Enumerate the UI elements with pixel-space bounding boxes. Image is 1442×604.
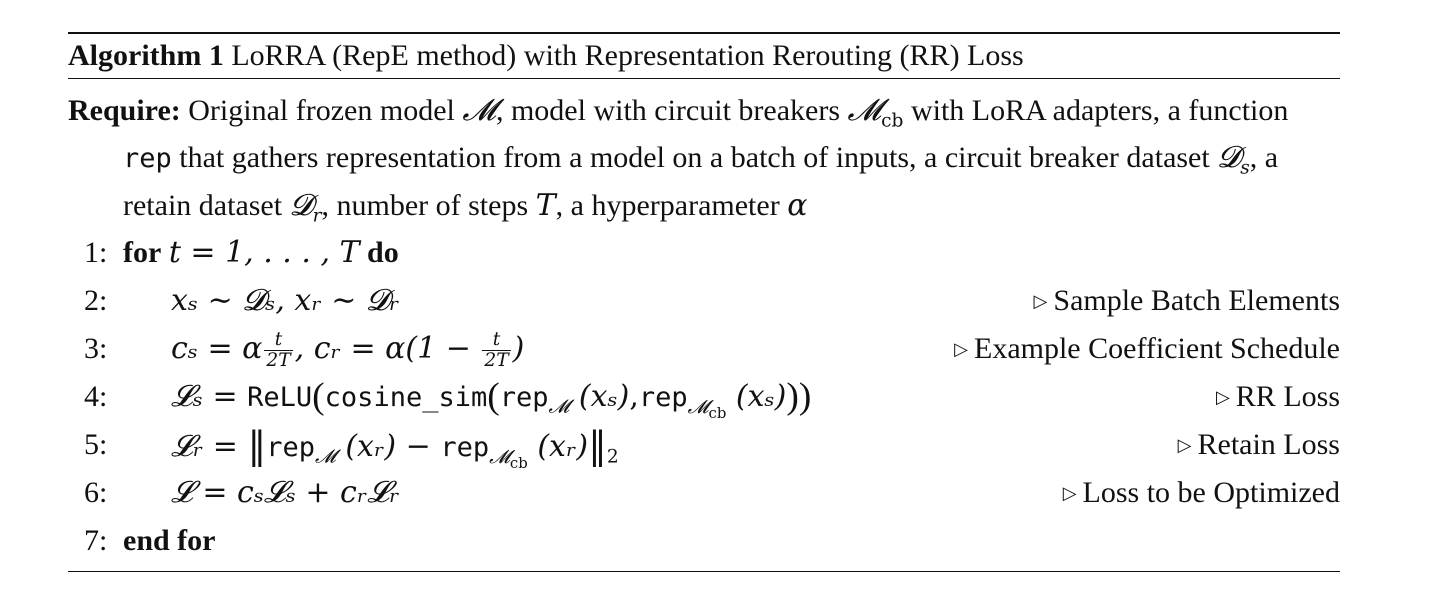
code-rep: rep (123, 143, 172, 174)
algorithm-line-6 (68, 469, 1340, 517)
comment-text: Example Coefficient Schedule (974, 332, 1340, 365)
algorithm-line-7 (68, 517, 1340, 565)
comment-triangle-icon: ▷ (1033, 291, 1048, 312)
require-text: that gathers representation from a model on a batch of inputs, a circuit breaker dataset (171, 141, 1218, 174)
math-arg: (xᵣ) (345, 429, 397, 464)
math-subscript: 𝓜 (687, 396, 709, 418)
line-comment (954, 325, 1340, 374)
comment-triangle-icon: ▷ (1215, 387, 1230, 408)
expr-part: ) (512, 331, 525, 366)
fraction-denominator: 2T (484, 349, 509, 371)
loop-range: t = 1, . . . , T (168, 235, 360, 270)
caption-rule (68, 78, 1340, 79)
math-subscript: cb (708, 403, 727, 422)
algorithm-line-2 (68, 277, 1340, 325)
comment-triangle-icon: ▷ (954, 339, 968, 360)
algorithm-label: Algorithm 1 (68, 39, 224, 72)
fraction-numerator: t (482, 330, 510, 351)
bottom-rule (68, 571, 1340, 572)
algorithm-line-5 (68, 421, 1340, 472)
math-arg: (xᵣ) (537, 429, 589, 464)
fraction (264, 330, 292, 370)
line-comment (1216, 373, 1340, 422)
math-model-cb: 𝓜 (847, 93, 882, 128)
math-arg: (xₛ) (578, 379, 630, 414)
keyword-do: do (367, 236, 399, 269)
math-subscript: 𝓜 (548, 396, 570, 418)
algorithm-line-1 (68, 229, 1340, 277)
line-number: 5: (84, 428, 108, 461)
line-expression: 𝓛 = cₛ𝓛ₛ + cᵣ𝓛ᵣ (171, 475, 400, 510)
algorithm-line-4 (68, 373, 1340, 421)
require-text: , number of steps (321, 189, 536, 222)
math-dataset: 𝓓 (1217, 140, 1241, 175)
require-text: Original frozen model (188, 94, 463, 127)
keyword-end-for: end for (123, 524, 216, 557)
comment-triangle-icon: ▷ (1062, 483, 1077, 504)
fraction (482, 330, 510, 370)
math-model: 𝓜 (462, 93, 496, 128)
line-expression: xₛ ∼ 𝓓ₛ, xᵣ ∼ 𝓓ᵣ (171, 283, 400, 318)
math-dataset: 𝓓 (289, 188, 313, 223)
algorithm-caption (68, 34, 1340, 78)
require-text: , a retain dataset (123, 141, 1279, 222)
code-rep: rep (499, 382, 549, 413)
code-cosine-sim: cosine_sim (324, 382, 488, 413)
line-comment (1063, 469, 1340, 518)
math-var: T (535, 188, 556, 223)
line-comment (1178, 421, 1340, 470)
math-subscript: r (312, 205, 322, 227)
line-number: 1: (84, 236, 108, 269)
math-var: α (787, 188, 808, 223)
code-rep: rep (440, 432, 490, 463)
math-subscript: 𝓜 (314, 446, 336, 468)
code-relu: ReLU (247, 382, 313, 413)
require-text: , a hyperparameter (555, 189, 788, 222)
code-rep: rep (266, 432, 315, 463)
fraction-numerator: t (264, 330, 292, 351)
comment-text: Retain Loss (1197, 428, 1340, 461)
require-text: with LoRA adapters, a function (903, 94, 1289, 127)
code-rep: rep (638, 382, 688, 413)
math-arg: (xₛ) (735, 379, 787, 414)
line-number: 7: (84, 524, 108, 557)
comment-text: Loss to be Optimized (1082, 476, 1340, 509)
math-subscript: cb (881, 110, 904, 132)
expr-lhs: 𝓛ᵣ = (171, 429, 248, 464)
math-subscript: s (1240, 157, 1250, 179)
math-subscript: cb (509, 453, 528, 472)
math-minus: − (396, 429, 441, 464)
line-expression: 𝓛ᵣ = ‖rep$_𝓜$ (xᵣ) − rep$_{𝓜_{cb}}$ $(xᵣ)‖_2$ (171, 423, 619, 472)
require-text: , model with circuit breakers (495, 94, 848, 127)
line-number: 6: (84, 476, 108, 509)
line-expression (171, 325, 524, 373)
math-subscript: 𝓜 (489, 446, 510, 468)
comment-text: RR Loss (1235, 380, 1340, 413)
line-expression: 𝓛ₛ = ReLU(cosine_sim(rep$_𝓜$ (xₛ),rep$_{𝓜_{cb}}$ (xₛ))) (171, 376, 812, 422)
expr-part: , cᵣ = α(1 − (294, 331, 481, 366)
line-number: 2: (84, 284, 108, 317)
line-number: 4: (84, 380, 108, 413)
line-comment (1034, 277, 1340, 326)
expr-lhs: 𝓛ₛ = (171, 379, 248, 414)
require-paragraph (68, 87, 1340, 229)
comment-text: Sample Batch Elements (1053, 284, 1340, 317)
expr-part: cₛ = α (171, 331, 263, 366)
algorithm-title: LoRRA (RepE method) with Representation Rerouting (RR) Loss (231, 39, 1024, 72)
norm-subscript: 2 (606, 446, 619, 468)
line-number: 3: (84, 332, 108, 365)
require-keyword: Require: (68, 94, 181, 127)
comment-triangle-icon: ▷ (1177, 435, 1192, 456)
algorithm-line-3 (68, 325, 1340, 373)
algorithm-block (68, 32, 1340, 572)
fraction-denominator: 2T (266, 349, 291, 371)
keyword-for: for (123, 236, 162, 269)
